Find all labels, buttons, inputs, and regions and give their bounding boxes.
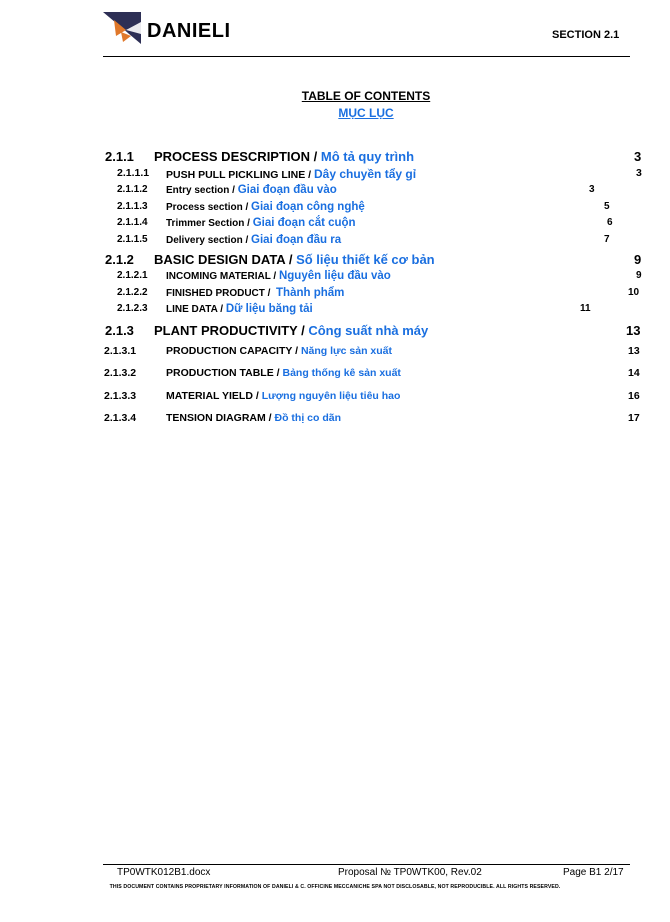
danieli-logo <box>103 12 141 44</box>
footer-doc-name: TP0WTK012B1.docx <box>117 867 211 878</box>
toc-entry-number: 2.1.2.3 <box>117 303 148 314</box>
toc-entry-title: Trimmer Section / Giai đoạn cắt cuộn <box>166 217 356 229</box>
toc-entry-title: TENSION DIAGRAM / Đồ thị co dãn <box>166 412 342 424</box>
footer-page-number: Page B1 2/17 <box>563 867 624 878</box>
toc-entry-page: 3 <box>589 184 595 195</box>
toc-entry-title: INCOMING MATERIAL / Nguyên liệu đầu vào <box>166 270 391 282</box>
toc-entry-number: 2.1.2.2 <box>117 287 148 298</box>
toc-entry-page: 3 <box>636 167 642 179</box>
toc-entry-title: PROCESS DESCRIPTION / Mô tả quy trình <box>154 149 415 164</box>
toc-entry-title: PRODUCTION CAPACITY / Năng lực sản xuất <box>166 345 393 357</box>
toc-entry-page: 3 <box>634 149 642 164</box>
toc-entry-page: 5 <box>604 201 610 212</box>
toc-entry-number: 2.1.1.1 <box>117 167 150 179</box>
toc-entry-page: 6 <box>607 217 613 228</box>
toc-entry-number: 2.1.1.2 <box>117 184 148 195</box>
danieli-logo-icon <box>103 12 141 44</box>
footer-divider <box>103 864 630 865</box>
toc-entry-page: 16 <box>628 390 640 402</box>
toc-entry-number: 2.1.1.3 <box>117 201 148 212</box>
toc-entry-title: PLANT PRODUCTIVITY / Công suất nhà máy <box>154 323 429 338</box>
toc-entry-page: 10 <box>628 287 640 298</box>
toc-entry-page: 13 <box>628 345 640 357</box>
toc-entry-page: 13 <box>626 323 641 338</box>
toc-entry-page: 9 <box>634 252 642 267</box>
toc-entry-title: Delivery section / Giai đoạn đầu ra <box>166 234 342 246</box>
toc-entry-page: 14 <box>628 367 640 379</box>
toc-entry-title: Process section / Giai đoạn công nghệ <box>166 201 365 213</box>
section-label: SECTION 2.1 <box>552 29 620 41</box>
toc-entry-page: 9 <box>636 270 642 281</box>
toc-entry-page: 17 <box>628 412 640 424</box>
toc-entry-title: FINISHED PRODUCT / Thành phẩm <box>166 287 345 299</box>
toc-entry-number: 2.1.2.1 <box>117 270 148 281</box>
toc-entry-title: MATERIAL YIELD / Lượng nguyên liệu tiêu hao <box>166 390 401 402</box>
toc-entry-number: 2.1.3.2 <box>104 367 137 379</box>
toc-entry-number: 2.1.1 <box>105 149 134 164</box>
footer-disclaimer: THIS DOCUMENT CONTAINS PROPRIETARY INFORMATION OF DANIELI & C. OFFICINE MECCANICHE SPA NOT DISCLOSABLE, NOT REPRODUCIBLE. ALL RIGHTS RESERVED. <box>109 884 561 890</box>
toc-title: TABLE OF CONTENTS <box>301 89 431 103</box>
toc-entry-page: 7 <box>604 234 610 245</box>
toc-entry-number: 2.1.3 <box>105 323 134 338</box>
toc-entry-number: 2.1.2 <box>105 252 134 267</box>
toc-entry-number: 2.1.1.4 <box>117 217 148 228</box>
toc-entry-number: 2.1.1.5 <box>117 234 148 245</box>
brand-name: DANIELI <box>147 20 231 42</box>
toc-entry-title: PUSH PULL PICKLING LINE / Dây chuyền tẩy gỉ <box>166 167 417 181</box>
toc-entry-title: LINE DATA / Dữ liệu băng tải <box>166 303 313 315</box>
footer-proposal: Proposal № TP0WTK00, Rev.02 <box>338 867 482 878</box>
toc-entry-number: 2.1.3.3 <box>104 390 137 402</box>
toc-entry-title: PRODUCTION TABLE / Bảng thống kê sản xuất <box>166 367 401 379</box>
toc-entry-page: 11 <box>580 303 591 314</box>
toc-entry-number: 2.1.3.4 <box>104 412 137 424</box>
header-divider <box>103 56 630 57</box>
toc-entry-title: Entry section / Giai đoạn đầu vào <box>166 184 337 196</box>
toc-entry-number: 2.1.3.1 <box>104 345 137 357</box>
toc-entry-title: BASIC DESIGN DATA / Số liệu thiết kế cơ bản <box>154 252 435 267</box>
toc-subtitle: MỤC LỤC <box>338 106 394 120</box>
